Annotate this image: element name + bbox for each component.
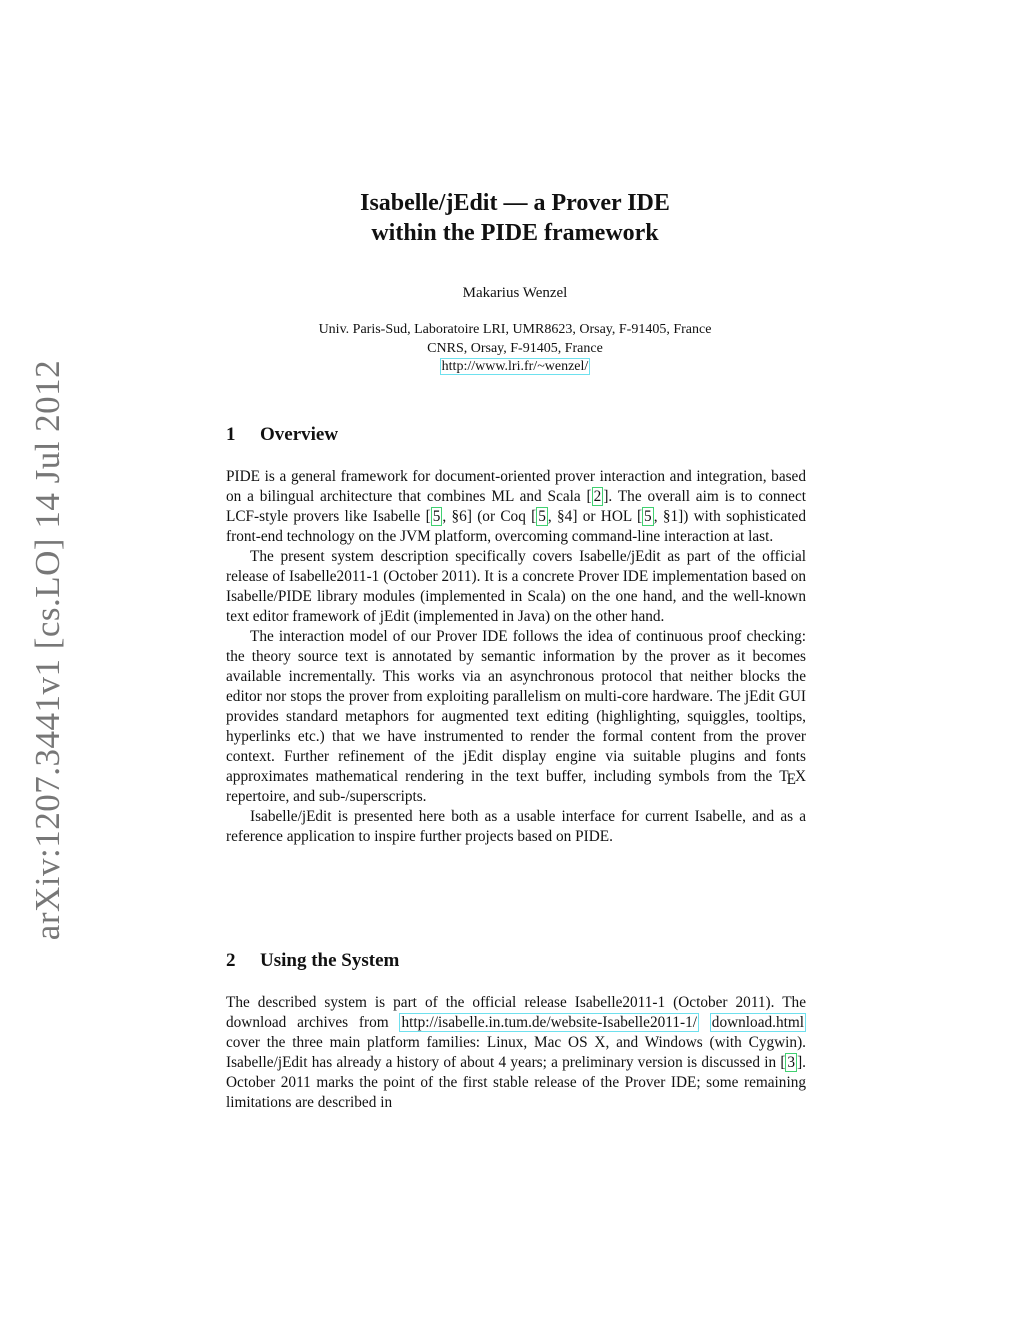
citation-link[interactable]: 3 — [787, 1054, 796, 1071]
paragraph: The interaction model of our Prover IDE follows the idea of continuous proof checking: the theory source text is annotated by semantic information by the prover as it becomes available incrementally. This works via an asynchronous protocol that neither blocks the editor nor stops the prover from exploiting parallelism on multi-core hardware. The jEdit GUI provides standard metaphors for augmented text editing (highlighting, squiggles, tooltips, hyperlinks etc.) that we have instrumented to render the formal content from the prover context. Further refinement of the jEdit display engine via suitable plugins and fonts approximates mathematical rendering in the text buffer, including symbols from the TEX repertoire, and sub-/superscripts. — [226, 628, 806, 805]
tex-logo: TEX — [779, 768, 806, 788]
arxiv-side-stamp — [28, 359, 68, 941]
download-link-continued[interactable]: download.html — [711, 1014, 804, 1031]
download-link[interactable]: http://isabelle.in.tum.de/website-Isabelle2011-1/ — [401, 1014, 697, 1031]
paragraph: The present system description specifically covers Isabelle/jEdit as part of the official release of Isabelle2011-1 (October 2011). It is a concrete Prover IDE implementation based on Isabelle/PIDE library modules (implemented in Scala) on the one hand, and the well-known text editor framework of jEdit (implemented in Java) on the other hand. — [226, 548, 806, 625]
paragraph: Isabelle/jEdit is presented here both as a usable interface for current Isabelle, and as a reference application to inspire further projects based on PIDE. — [226, 808, 806, 845]
citation-link[interactable]: 2 — [593, 488, 602, 505]
section-2-body — [226, 993, 806, 1113]
section-title: Using the System — [260, 950, 400, 971]
homepage-link[interactable]: http://www.lri.fr/~wenzel/ — [441, 359, 589, 374]
citation-link[interactable]: 5 — [644, 508, 652, 525]
author-name: Makarius Wenzel — [462, 285, 568, 301]
affiliation-line-2: CNRS, Orsay, F-91405, France — [427, 340, 603, 356]
title-line-1: Isabelle/jEdit — a Prover IDE — [360, 190, 670, 216]
title-line-2: within the PIDE framework — [371, 220, 659, 246]
section-number: 2 — [226, 950, 236, 971]
paragraph: PIDE is a general framework for document-oriented prover interaction and integration, based on a bilingual architecture that combines ML and Scala [ 2 ]. The overall aim is to connect LCF-style provers like Isabelle [ 5 , §6] (or Coq [ 5 , §4] or HOL [ 5 , §1]) with sophisticated front-end technology on the JVM platform, overcoming command-line interaction at last. — [226, 468, 806, 545]
section-2-heading — [226, 950, 806, 972]
arxiv-identifier: arXiv:1207.3441v1 [cs.LO] 14 Jul 2012 — [28, 359, 68, 941]
affiliation-block — [225, 321, 805, 377]
section-1-heading — [226, 424, 806, 446]
citation-link[interactable]: 5 — [538, 508, 546, 525]
paragraph: The described system is part of the official release Isabelle2011-1 (October 2011). The download archives from http://isabelle.in.tum.de/website-Isabelle2011-1/ download.html cover the three main platform families: Linux, Mac OS X, and Windows (with Cygwin). Isabelle/jEdit has already a history of about 4 years; a preliminary version is discussed in [ 3 ]. October 2011 marks the point of the first stable release of the Prover IDE; some remaining limitations are described in — [226, 994, 806, 1111]
citation-link[interactable]: 5 — [432, 508, 441, 525]
section-1-body — [226, 467, 806, 847]
affiliation-line-1: Univ. Paris-Sud, Laboratoire LRI, UMR8623, Orsay, F-91405, France — [318, 322, 712, 337]
section-number: 1 — [226, 424, 236, 445]
section-title: Overview — [260, 424, 339, 445]
paper-title — [225, 188, 805, 248]
